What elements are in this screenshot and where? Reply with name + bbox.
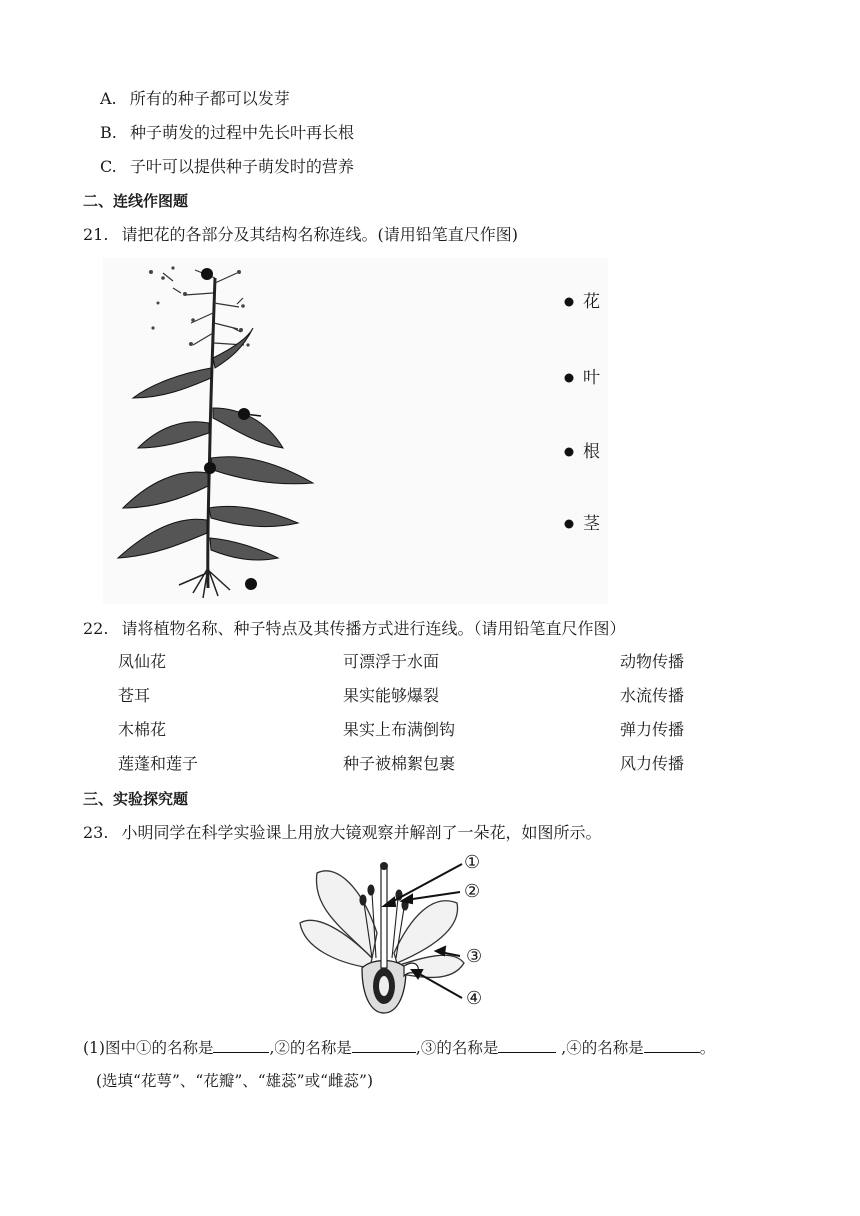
figure-label: ③ bbox=[466, 946, 483, 967]
plant-name[interactable]: 凤仙花 bbox=[118, 652, 167, 671]
dispersal-method[interactable]: 动物传播 bbox=[620, 652, 685, 671]
sub-question-text: ,②的名称是 bbox=[269, 1039, 352, 1057]
seed-feature[interactable]: 果实上布满倒钩 bbox=[343, 720, 456, 739]
plant-illustration bbox=[103, 258, 608, 604]
question-text: 请将植物名称、种子特点及其传播方式进行连线。（请用铅笔直尺作图） bbox=[121, 619, 626, 638]
dispersal-method[interactable]: 弹力传播 bbox=[620, 720, 685, 739]
label-root: 根 bbox=[583, 442, 600, 462]
label-dot-leaf[interactable] bbox=[565, 374, 574, 383]
label-dot-flower[interactable] bbox=[565, 298, 574, 307]
flower-diagram bbox=[292, 848, 492, 1018]
sub-question-note: (选填“花萼”、“花瓣”、“雄蕊”或“雌蕊”) bbox=[96, 1072, 373, 1090]
figure-label: ④ bbox=[466, 988, 483, 1009]
figure-label: ② bbox=[464, 881, 481, 902]
sub-question-text: (1)图中①的名称是 bbox=[83, 1039, 214, 1057]
sub-question-1 bbox=[83, 1036, 715, 1059]
option-letter: B. bbox=[100, 123, 117, 142]
option-c bbox=[100, 156, 354, 178]
sub-question-end: 。 bbox=[699, 1039, 716, 1057]
option-text: 种子萌发的过程中先长叶再长根 bbox=[129, 123, 354, 142]
plant-name[interactable]: 苍耳 bbox=[118, 686, 151, 705]
question-text: 小明同学在科学实验课上用放大镜观察并解剖了一朵花，如图所示。 bbox=[121, 823, 602, 842]
label-dot-stem[interactable] bbox=[565, 520, 574, 529]
plant-name[interactable]: 莲蓬和莲子 bbox=[118, 754, 199, 773]
dispersal-method[interactable]: 水流传播 bbox=[620, 686, 685, 705]
figure-label: ① bbox=[464, 852, 481, 873]
plant-name[interactable]: 木棉花 bbox=[118, 720, 167, 739]
question-22 bbox=[83, 618, 626, 640]
label-stem: 茎 bbox=[583, 514, 600, 534]
seed-feature[interactable]: 果实能够爆裂 bbox=[343, 686, 440, 705]
label-flower: 花 bbox=[583, 292, 600, 312]
option-text: 子叶可以提供种子萌发时的营养 bbox=[129, 157, 354, 176]
option-a bbox=[100, 88, 290, 110]
label-leaf: 叶 bbox=[583, 368, 600, 388]
section-title: 三、实验探究题 bbox=[83, 790, 189, 808]
plant-figure bbox=[103, 258, 608, 604]
root-dot[interactable] bbox=[245, 578, 257, 590]
seed-feature[interactable]: 种子被棉絮包裹 bbox=[343, 754, 456, 773]
seed-feature[interactable]: 可漂浮于水面 bbox=[343, 652, 440, 671]
option-text: 所有的种子都可以发芽 bbox=[129, 89, 290, 108]
option-b bbox=[100, 122, 354, 144]
section-title: 二、连线作图题 bbox=[83, 192, 189, 210]
sub-question-text: ,④的名称是 bbox=[556, 1039, 644, 1057]
flower-dot[interactable] bbox=[201, 268, 213, 280]
question-21 bbox=[83, 224, 518, 246]
answer-blank-1[interactable] bbox=[213, 1036, 269, 1053]
label-dot-root[interactable] bbox=[565, 448, 574, 457]
question-number: 23. bbox=[83, 823, 109, 842]
option-letter: C. bbox=[100, 157, 117, 176]
dispersal-method[interactable]: 风力传播 bbox=[620, 754, 685, 773]
question-text: 请把花的各部分及其结构名称连线。(请用铅笔直尺作图) bbox=[121, 225, 519, 244]
answer-blank-3[interactable] bbox=[498, 1036, 556, 1053]
option-letter: A. bbox=[100, 89, 117, 108]
answer-blank-4[interactable] bbox=[644, 1036, 700, 1053]
question-23 bbox=[83, 822, 602, 844]
question-number: 22. bbox=[83, 619, 109, 638]
answer-blank-2[interactable] bbox=[352, 1036, 416, 1053]
flower-figure bbox=[292, 848, 492, 1018]
sub-question-text: ,③的名称是 bbox=[415, 1039, 499, 1057]
question-number: 21. bbox=[83, 225, 109, 244]
stem-dot[interactable] bbox=[204, 462, 216, 474]
